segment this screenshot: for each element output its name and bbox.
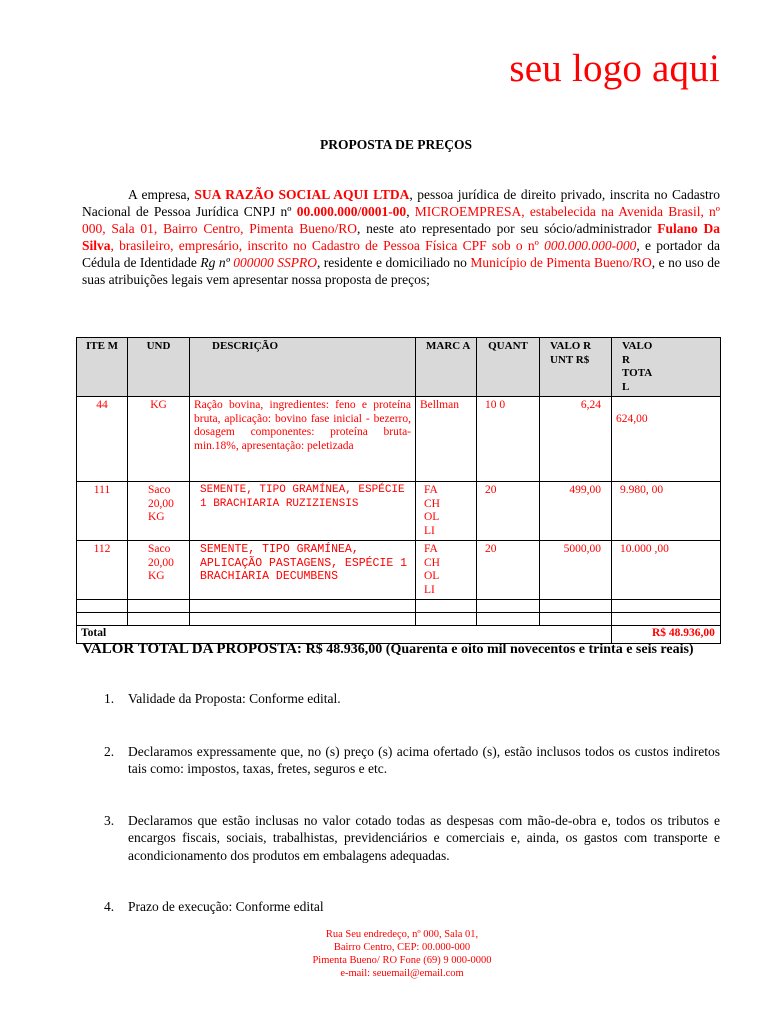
cell-descricao: SEMENTE, TIPO GRAMÍNEA, APLICAÇÃO PASTAGENS, ESPÉCIE 1 BRACHIARIA DECUMBENS — [190, 541, 416, 600]
cell-quant: 20 — [477, 482, 540, 541]
table-row — [77, 482, 721, 541]
cell-und: Saco 20,00 KG — [128, 482, 190, 541]
cell-marca: FA CH OL LI — [416, 541, 477, 600]
total-value: R$ 48.936,00 — [612, 626, 721, 644]
list-item: 4. Prazo de execução: Conforme edital — [104, 899, 324, 914]
table-row — [77, 397, 721, 482]
cell-quant: 20 — [477, 541, 540, 600]
rg-number: 000000 SSPRO — [229, 255, 317, 271]
cell-descricao: Ração bovina, ingredientes: feno e proteína bruta, aplicação: bovino fase inicial - bezerro, dosagem componentes: proteína bruta-min.18%, apresentação: peletizada — [190, 397, 416, 482]
header-quant: QUANT — [477, 338, 540, 397]
owner-details: , brasileiro, empresário, inscrito no Cadastro de Pessoa Física CPF sob o nº — [110, 238, 545, 254]
cell-und: Saco 20,00 KG — [128, 541, 190, 600]
cell-valor-unit: 6,24 — [540, 397, 612, 482]
clauses-list — [82, 690, 720, 916]
cnpj-number: 00.000.000/0001-00 — [296, 204, 407, 220]
cell-valor-unit: 5000,00 — [540, 541, 612, 600]
cell-item: 112 — [77, 541, 128, 600]
header-item: ITE M — [77, 338, 128, 397]
header-valor-unit: VALO R UNT R$ — [540, 338, 612, 397]
header-descricao: DESCRIÇÃO — [190, 338, 416, 397]
list-item: 1. Validade da Proposta: Conforme edital. — [104, 691, 341, 706]
cpf-number: 000.000.000-000 — [544, 238, 637, 254]
grand-total-label: VALOR TOTAL DA PROPOSTA: — [82, 641, 306, 657]
company-name: SUA RAZÃO SOCIAL AQUI LTDA — [194, 187, 410, 202]
owner-name: Fulano Da Silva — [82, 221, 721, 254]
footer-address: Rua Seu endredeço, nº 000, Sala 01, Bairro Centro, CEP: 00.000-000 Pimenta Bueno/ RO Fone (69) 9 000-0000 e-mail: seuemail@email.com — [312, 929, 492, 979]
header-marca: MARC A — [416, 338, 477, 397]
cell-valor-total: 9.980, 00 — [612, 482, 721, 541]
company-logo: seu logo aqui — [509, 47, 720, 90]
cell-valor-unit: 499,00 — [540, 482, 612, 541]
cell-und: KG — [128, 397, 190, 482]
total-label: Total — [77, 626, 612, 644]
grand-total-value: R$ 48.936,00 (Quarenta e oito mil novecentos e trinta e seis reais) — [305, 642, 694, 657]
table-row-empty — [77, 613, 721, 626]
page-title: PROPOSTA DE PREÇOS — [319, 137, 473, 152]
cell-item: 44 — [77, 397, 128, 482]
header-und: UND — [128, 338, 190, 397]
grand-total — [82, 641, 720, 659]
table-header-row — [77, 338, 721, 397]
price-table — [76, 337, 721, 644]
cell-quant: 10 0 — [477, 397, 540, 482]
cell-descricao: SEMENTE, TIPO GRAMÍNEA, ESPÉCIE 1 BRACHIARIA RUZIZIENSIS — [190, 482, 416, 541]
list-item: 2. Declaramos expressamente que, no (s) preço (s) acima ofertado (s), estão inclusos todos os custos indiretos tais como: impostos, taxas, fretes, seguros e etc. — [104, 743, 720, 776]
city-name: Município de Pimenta Bueno/RO — [470, 255, 652, 271]
cell-marca: Bellman — [416, 397, 477, 482]
company-type-address: MICROEMPRESA, estabelecida na Avenida Brasil, nº 000, Sala 01, Bairro Centro, Pimenta Bueno/RO — [82, 204, 720, 237]
header-valor-total: VALO R TOTA L — [612, 338, 721, 397]
intro-paragraph: A empresa, SUA RAZÃO SOCIAL AQUI LTDA, pessoa jurídica de direito privado, inscrita no Cadastro Nacional de Pessoa Jurídica CNPJ nº 00.000.000/0001-00, MICROEMPRESA, estabelecida na Avenida Brasil, nº 000, Sala 01, Bairro Centro, Pimenta Bueno/RO, neste ato representado por seu sócio/administrador Fulano Da Silva, brasileiro, empresário, inscrito no Cadastro de Pessoa Física CPF sob o nº 000.000.000-000, e portador da Cédula de Identidade Rg nº 000000 SSPRO, residente e domiciliado no Município de Pimenta Bueno/RO, e no uso de suas atribuições legais vem apresentar nossa proposta de preços; — [82, 187, 721, 288]
cell-marca: FA CH OL LI — [416, 482, 477, 541]
table-row — [77, 541, 721, 600]
list-item: 3. Declaramos que estão inclusas no valor cotado todas as despesas com mão-de-obra e, todos os tributos e encargos fiscais, sociais, trabalhistas, previdenciários e comerciais e, ainda, os gastos com transporte e acondicionamento dos produtos em embalagens adequadas. — [104, 812, 720, 863]
cell-item: 111 — [77, 482, 128, 541]
cell-valor-total: 10.000 ,00 — [612, 541, 721, 600]
table-row-empty — [77, 600, 721, 613]
cell-valor-total: 624,00 — [612, 397, 721, 482]
